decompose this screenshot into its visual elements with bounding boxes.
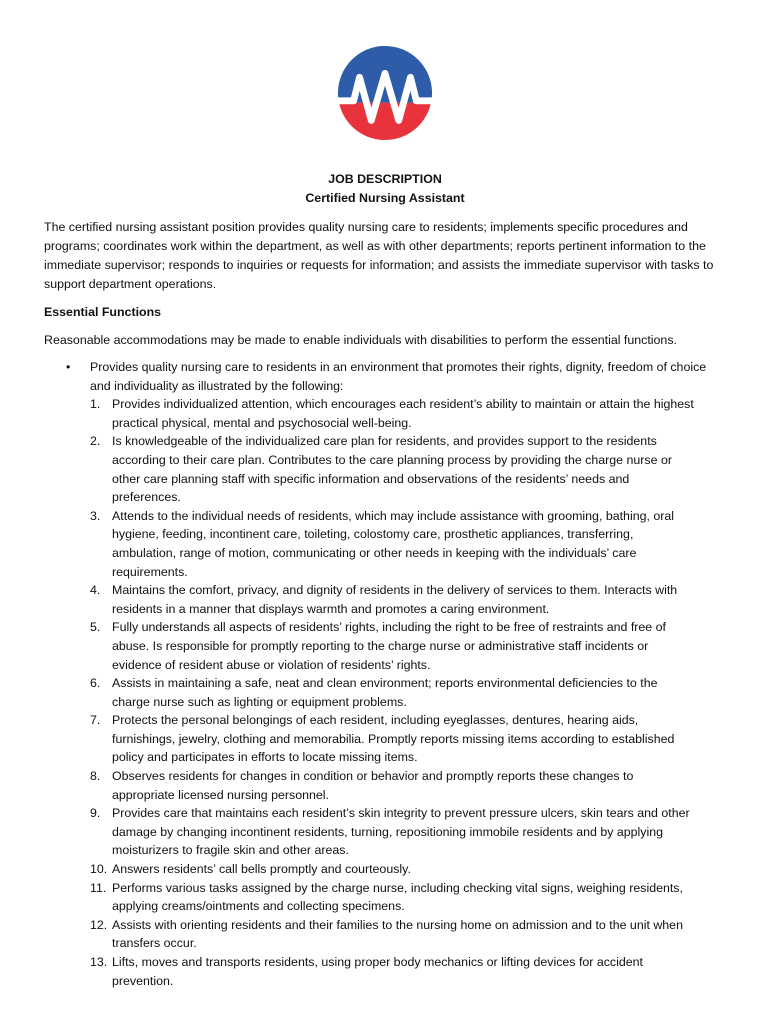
item-number: 1. — [90, 397, 101, 412]
document-header — [44, 170, 726, 208]
item-text: Assists with orienting residents and their families to the nursing home on admission and to the unit when transfers occur. — [112, 917, 683, 951]
list-item — [90, 916, 716, 953]
item-number: 5. — [90, 620, 101, 635]
numbered-list — [90, 395, 716, 990]
bullet-icon: • — [66, 360, 71, 374]
item-number: 12. — [90, 917, 108, 932]
list-item — [90, 395, 716, 432]
item-number: 2. — [90, 434, 101, 449]
item-text: Is knowledgeable of the individualized care plan for residents, and provides support to the residents according to their care plan. Contributes to the care planning process by providing the charge nurse or other care planning staff with specific information and observations of the residents’ needs and preferences. — [112, 434, 672, 505]
item-number: 8. — [90, 769, 101, 784]
item-number: 10. — [90, 862, 108, 877]
item-text: Fully understands all aspects of residents’ rights, including the right to be free of restraints and free of abuse. Is responsible for promptly reporting to the charge nurse or administrative staff incidents or evidence of resident abuse or violation of residents’ rights. — [112, 620, 666, 672]
bullet-content — [90, 358, 726, 990]
intro-paragraph: The certified nursing assistant position provides quality nursing care to residents; implements specific procedures and programs; coordinates work within the department, as well as with other departments; reports pertinent information to the immediate supervisor; responds to inquiries or requests for information; and assists the immediate supervisor with tasks to support department operations. — [44, 220, 714, 291]
item-text: Lifts, moves and transports residents, using proper body mechanics or lifting devices for accident prevention. — [112, 955, 643, 988]
item-text: Maintains the comfort, privacy, and dignity of residents in the delivery of services to them. Interacts with residents in a manner that displays warmth and promotes a caring environment. — [112, 583, 678, 616]
item-text: Assists in maintaining a safe, neat and clean environment; reports environmental deficiencies to the charge nurse such as lighting or equipment problems. — [112, 676, 658, 709]
item-number: 11. — [90, 880, 107, 895]
list-item — [90, 711, 716, 767]
item-number: 6. — [90, 676, 101, 691]
item-number: 13. — [90, 955, 108, 969]
list-item — [90, 581, 716, 618]
logo-area — [44, 0, 726, 160]
list-item — [90, 507, 716, 581]
heartbeat-m-logo-icon — [336, 44, 434, 142]
list-item — [90, 953, 716, 990]
header-line-2: Certified Nursing Assistant — [305, 191, 465, 205]
item-text: Answers residents’ call bells promptly and courteously. — [112, 862, 411, 877]
bullet-item — [44, 358, 726, 990]
list-item — [90, 432, 716, 506]
item-number: 7. — [90, 713, 101, 728]
list-item — [90, 804, 716, 860]
header-line-1: JOB DESCRIPTION — [328, 172, 442, 186]
item-text: Protects the personal belongings of each resident, including eyeglasses, dentures, hearing aids, furnishings, jewelry, clothing and memorabilia. Promptly reports missing items according to established policy and participates in efforts to locate missing items. — [112, 713, 675, 765]
item-number: 9. — [90, 806, 101, 821]
accommodation-note: Reasonable accommodations may be made to enable individuals with disabilities to perform the essential functions. — [44, 333, 677, 347]
item-text: Attends to the individual needs of residents, which may include assistance with grooming, bathing, oral hygiene, feeding, incontinent care, toileting, colostomy care, prosthetic appliances, transferring, ambulation, range of motion, communicating or other needs in keeping with the individuals’ care requirements. — [112, 508, 675, 579]
list-item — [90, 879, 716, 916]
item-text: Provides individualized attention, which encourages each resident’s ability to maintain or attain the highest practical physical, mental and psychosocial well-being. — [112, 397, 694, 430]
item-number: 4. — [90, 583, 101, 598]
item-text: Performs various tasks assigned by the charge nurse, including checking vital signs, weighing residents, applying creams/ointments and collecting specimens. — [112, 880, 683, 914]
list-item — [90, 618, 716, 674]
item-number: 3. — [90, 508, 101, 523]
section-title: Essential Functions — [44, 305, 162, 319]
list-item — [90, 767, 716, 804]
bullet-text: Provides quality nursing care to residents in an environment that promotes their rights, dignity, freedom of choice and individuality as illustrated by the following: — [90, 360, 707, 393]
item-text: Observes residents for changes in condition or behavior and promptly reports these changes to appropriate licensed nursing personnel. — [112, 769, 634, 802]
list-item — [90, 860, 716, 879]
list-item — [90, 674, 716, 711]
item-text: Provides care that maintains each resident’s skin integrity to prevent pressure ulcers, skin tears and other damage by changing incontinent residents, turning, repositioning immobile residents and by applying moisturizers to fragile skin and other areas. — [112, 806, 690, 858]
